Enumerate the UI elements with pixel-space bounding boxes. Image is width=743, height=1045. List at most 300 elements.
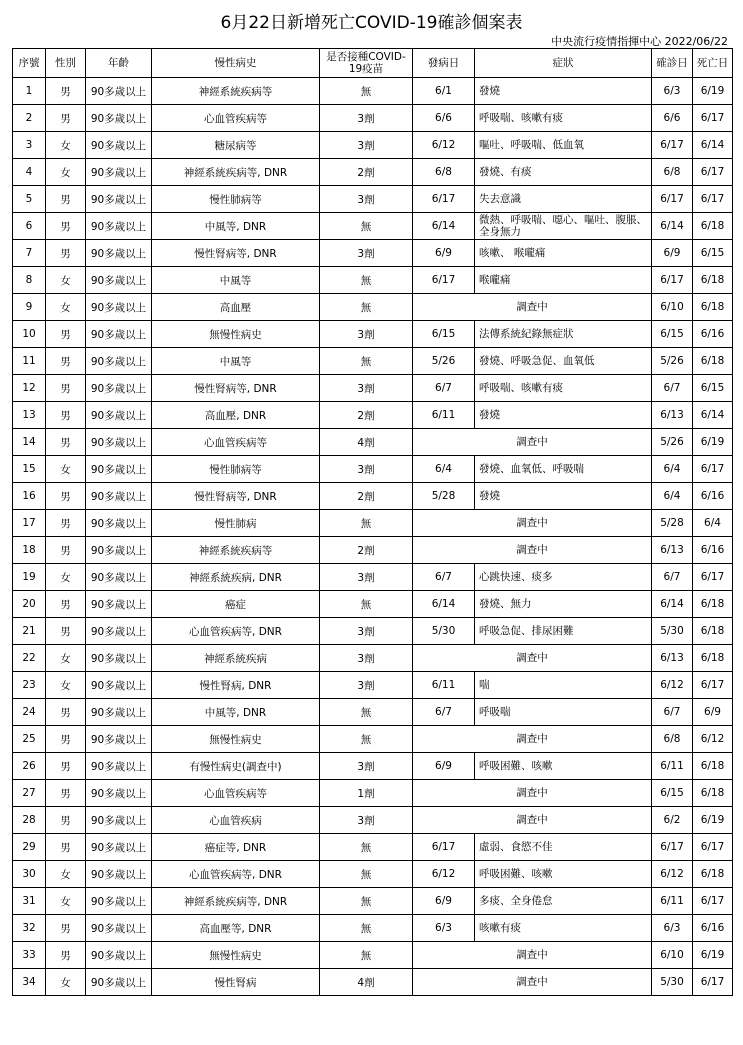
cell-sex: 女 <box>46 564 86 591</box>
table-row <box>13 402 733 429</box>
cell-sex: 女 <box>46 861 86 888</box>
cell-no: 7 <box>13 240 46 267</box>
cell-confirmed: 6/11 <box>652 753 693 780</box>
cell-age: 90多歲以上 <box>86 699 152 726</box>
cell-history: 慢性腎病等, DNR <box>152 483 320 510</box>
cell-sex: 男 <box>46 780 86 807</box>
cell-age: 90多歲以上 <box>86 240 152 267</box>
cell-onset: 6/12 <box>413 132 475 159</box>
table-row <box>13 645 733 672</box>
table-row <box>13 915 733 942</box>
cell-death: 6/17 <box>693 186 733 213</box>
table-row <box>13 888 733 915</box>
source-date: 中央流行疫情指揮中心 2022/06/22 <box>551 35 728 48</box>
cell-no: 21 <box>13 618 46 645</box>
table-row <box>13 456 733 483</box>
table-row <box>13 942 733 969</box>
cell-onset: 5/26 <box>413 348 475 375</box>
cell-no: 32 <box>13 915 46 942</box>
cell-confirmed: 6/11 <box>652 888 693 915</box>
cell-sex: 男 <box>46 105 86 132</box>
cell-death: 6/19 <box>693 807 733 834</box>
cell-symptoms: 虛弱、食慾不佳 <box>475 834 652 861</box>
cell-history: 慢性肺病等 <box>152 186 320 213</box>
cell-vaccine: 無 <box>320 861 413 888</box>
cell-vaccine: 3劑 <box>320 564 413 591</box>
cell-sex: 男 <box>46 348 86 375</box>
cell-vaccine: 無 <box>320 213 413 240</box>
cell-death: 6/14 <box>693 402 733 429</box>
cell-onset: 6/9 <box>413 240 475 267</box>
cell-history: 高血壓等, DNR <box>152 915 320 942</box>
cell-symptoms: 呼吸喘、咳嗽有痰 <box>475 375 652 402</box>
cell-age: 90多歲以上 <box>86 942 152 969</box>
cell-symptoms: 呼吸喘、咳嗽有痰 <box>475 105 652 132</box>
cell-vaccine: 2劑 <box>320 483 413 510</box>
cell-onset: 6/15 <box>413 321 475 348</box>
cell-sex: 男 <box>46 402 86 429</box>
cell-symptoms: 呼吸困難、咳嗽 <box>475 861 652 888</box>
cell-age: 90多歲以上 <box>86 537 152 564</box>
cell-confirmed: 6/12 <box>652 861 693 888</box>
cell-symptoms: 多痰、全身倦怠 <box>475 888 652 915</box>
cell-vaccine: 3劑 <box>320 375 413 402</box>
cell-confirmed: 6/4 <box>652 483 693 510</box>
cell-age: 90多歲以上 <box>86 672 152 699</box>
cell-age: 90多歲以上 <box>86 807 152 834</box>
cell-symptoms: 發燒 <box>475 483 652 510</box>
cell-death: 6/9 <box>693 699 733 726</box>
cell-death: 6/18 <box>693 591 733 618</box>
cell-symptoms: 微熱、呼吸喘、噁心、嘔吐、腹脹、全身無力 <box>475 213 652 240</box>
cell-vaccine: 3劑 <box>320 753 413 780</box>
cell-no: 26 <box>13 753 46 780</box>
cell-age: 90多歲以上 <box>86 375 152 402</box>
cell-confirmed: 6/10 <box>652 942 693 969</box>
header-symptoms: 症狀 <box>475 49 652 78</box>
cell-vaccine: 無 <box>320 348 413 375</box>
cell-sex: 男 <box>46 321 86 348</box>
cell-onset: 6/14 <box>413 213 475 240</box>
cell-onset: 6/11 <box>413 402 475 429</box>
cell-age: 90多歲以上 <box>86 78 152 105</box>
cell-pending: 調查中 <box>413 510 652 537</box>
cell-vaccine: 4劑 <box>320 429 413 456</box>
cell-confirmed: 5/30 <box>652 969 693 996</box>
cell-no: 3 <box>13 132 46 159</box>
cell-death: 6/17 <box>693 834 733 861</box>
cell-history: 神經系統疾病 <box>152 645 320 672</box>
cell-no: 19 <box>13 564 46 591</box>
cell-history: 神經系統疾病等 <box>152 537 320 564</box>
cell-onset: 6/11 <box>413 672 475 699</box>
cell-sex: 女 <box>46 456 86 483</box>
cell-no: 15 <box>13 456 46 483</box>
cell-no: 9 <box>13 294 46 321</box>
cell-confirmed: 6/14 <box>652 591 693 618</box>
cell-vaccine: 3劑 <box>320 186 413 213</box>
cell-pending: 調查中 <box>413 429 652 456</box>
cell-history: 中風等, DNR <box>152 699 320 726</box>
cell-onset: 6/7 <box>413 699 475 726</box>
cell-confirmed: 6/6 <box>652 105 693 132</box>
cell-sex: 女 <box>46 969 86 996</box>
cell-age: 90多歲以上 <box>86 888 152 915</box>
cell-death: 6/16 <box>693 915 733 942</box>
cell-history: 癌症 <box>152 591 320 618</box>
cell-confirmed: 6/3 <box>652 915 693 942</box>
cell-confirmed: 5/28 <box>652 510 693 537</box>
cell-symptoms: 失去意識 <box>475 186 652 213</box>
cell-history: 神經系統疾病等 <box>152 78 320 105</box>
table-row <box>13 699 733 726</box>
cell-sex: 男 <box>46 375 86 402</box>
cell-confirmed: 6/3 <box>652 78 693 105</box>
cell-vaccine: 無 <box>320 699 413 726</box>
cell-vaccine: 無 <box>320 942 413 969</box>
cell-no: 30 <box>13 861 46 888</box>
cell-pending: 調查中 <box>413 807 652 834</box>
cell-sex: 男 <box>46 537 86 564</box>
cell-vaccine: 2劑 <box>320 159 413 186</box>
cell-confirmed: 6/7 <box>652 699 693 726</box>
table-row <box>13 807 733 834</box>
cell-sex: 男 <box>46 591 86 618</box>
cell-death: 6/19 <box>693 942 733 969</box>
cell-sex: 女 <box>46 132 86 159</box>
cell-age: 90多歲以上 <box>86 321 152 348</box>
cell-symptoms: 發燒、無力 <box>475 591 652 618</box>
table-row <box>13 348 733 375</box>
table-row <box>13 267 733 294</box>
cell-vaccine: 3劑 <box>320 105 413 132</box>
cell-death: 6/15 <box>693 240 733 267</box>
cell-death: 6/18 <box>693 780 733 807</box>
table-row <box>13 375 733 402</box>
cell-vaccine: 3劑 <box>320 240 413 267</box>
cell-confirmed: 6/12 <box>652 672 693 699</box>
cell-confirmed: 6/13 <box>652 402 693 429</box>
cell-confirmed: 6/7 <box>652 564 693 591</box>
table-row <box>13 537 733 564</box>
cell-sex: 男 <box>46 186 86 213</box>
cell-history: 神經系統疾病, DNR <box>152 564 320 591</box>
cell-pending: 調查中 <box>413 294 652 321</box>
cell-no: 11 <box>13 348 46 375</box>
cell-symptoms: 喉嚨痛 <box>475 267 652 294</box>
cell-history: 心血管疾病等 <box>152 780 320 807</box>
cell-sex: 男 <box>46 618 86 645</box>
cell-history: 慢性腎病 <box>152 969 320 996</box>
cell-onset: 6/7 <box>413 564 475 591</box>
cell-onset: 6/14 <box>413 591 475 618</box>
cell-pending: 調查中 <box>413 942 652 969</box>
cell-no: 2 <box>13 105 46 132</box>
cell-confirmed: 5/26 <box>652 348 693 375</box>
cell-onset: 6/3 <box>413 915 475 942</box>
cell-history: 心血管疾病等, DNR <box>152 861 320 888</box>
cell-no: 28 <box>13 807 46 834</box>
table-row <box>13 591 733 618</box>
cell-confirmed: 6/9 <box>652 240 693 267</box>
cell-age: 90多歲以上 <box>86 348 152 375</box>
cell-vaccine: 2劑 <box>320 537 413 564</box>
cell-no: 29 <box>13 834 46 861</box>
cell-history: 心血管疾病 <box>152 807 320 834</box>
cell-death: 6/18 <box>693 753 733 780</box>
cell-no: 17 <box>13 510 46 537</box>
table-row <box>13 213 733 240</box>
cell-age: 90多歲以上 <box>86 969 152 996</box>
cell-history: 無慢性病史 <box>152 321 320 348</box>
cell-pending: 調查中 <box>413 537 652 564</box>
cell-confirmed: 6/15 <box>652 321 693 348</box>
cell-age: 90多歲以上 <box>86 780 152 807</box>
cell-death: 6/16 <box>693 537 733 564</box>
header-confirmed: 確診日 <box>652 49 693 78</box>
cell-sex: 男 <box>46 213 86 240</box>
cell-death: 6/17 <box>693 159 733 186</box>
cell-no: 5 <box>13 186 46 213</box>
cell-pending: 調查中 <box>413 726 652 753</box>
cell-confirmed: 6/17 <box>652 186 693 213</box>
cell-age: 90多歲以上 <box>86 564 152 591</box>
cell-no: 14 <box>13 429 46 456</box>
cell-sex: 女 <box>46 672 86 699</box>
header-onset: 發病日 <box>413 49 475 78</box>
cell-confirmed: 6/8 <box>652 726 693 753</box>
cell-onset: 6/6 <box>413 105 475 132</box>
table-row <box>13 510 733 537</box>
cell-history: 神經系統疾病等, DNR <box>152 159 320 186</box>
cell-history: 心血管疾病等, DNR <box>152 618 320 645</box>
cell-history: 無慢性病史 <box>152 726 320 753</box>
cell-history: 中風等 <box>152 348 320 375</box>
table-row <box>13 618 733 645</box>
cell-confirmed: 6/17 <box>652 267 693 294</box>
cell-death: 6/12 <box>693 726 733 753</box>
cell-sex: 女 <box>46 294 86 321</box>
cell-no: 33 <box>13 942 46 969</box>
table-row <box>13 78 733 105</box>
cell-vaccine: 無 <box>320 888 413 915</box>
table-row <box>13 159 733 186</box>
cell-vaccine: 3劑 <box>320 132 413 159</box>
cell-history: 心血管疾病等 <box>152 429 320 456</box>
cell-sex: 女 <box>46 267 86 294</box>
cell-vaccine: 2劑 <box>320 402 413 429</box>
cell-confirmed: 6/4 <box>652 456 693 483</box>
header-history: 慢性病史 <box>152 49 320 78</box>
page-title: 6月22日新增死亡COVID-19確診個案表 <box>220 13 523 33</box>
cell-onset: 6/8 <box>413 159 475 186</box>
cell-confirmed: 6/15 <box>652 780 693 807</box>
cell-death: 6/14 <box>693 132 733 159</box>
cell-sex: 男 <box>46 510 86 537</box>
cell-death: 6/16 <box>693 483 733 510</box>
cell-vaccine: 無 <box>320 591 413 618</box>
cell-age: 90多歲以上 <box>86 726 152 753</box>
cell-onset: 6/17 <box>413 834 475 861</box>
cell-sex: 女 <box>46 888 86 915</box>
cell-no: 31 <box>13 888 46 915</box>
cell-death: 6/17 <box>693 888 733 915</box>
cell-death: 6/18 <box>693 861 733 888</box>
cell-death: 6/18 <box>693 645 733 672</box>
cell-sex: 男 <box>46 915 86 942</box>
cell-death: 6/15 <box>693 375 733 402</box>
table-row <box>13 429 733 456</box>
cell-symptoms: 咳嗽有痰 <box>475 915 652 942</box>
cell-history: 心血管疾病等 <box>152 105 320 132</box>
table-row <box>13 780 733 807</box>
table-row <box>13 240 733 267</box>
cell-history: 糖尿病等 <box>152 132 320 159</box>
cell-history: 中風等, DNR <box>152 213 320 240</box>
table-row <box>13 969 733 996</box>
cell-vaccine: 無 <box>320 834 413 861</box>
cell-vaccine: 1劑 <box>320 780 413 807</box>
cell-history: 有慢性病史(調查中) <box>152 753 320 780</box>
cell-death: 6/4 <box>693 510 733 537</box>
cell-age: 90多歲以上 <box>86 105 152 132</box>
table-row <box>13 321 733 348</box>
cell-onset: 5/28 <box>413 483 475 510</box>
cell-vaccine: 3劑 <box>320 456 413 483</box>
cell-onset: 6/7 <box>413 375 475 402</box>
table-header-row <box>13 49 733 78</box>
cell-history: 慢性肺病 <box>152 510 320 537</box>
cell-no: 27 <box>13 780 46 807</box>
cell-confirmed: 5/30 <box>652 618 693 645</box>
cell-onset: 6/4 <box>413 456 475 483</box>
cell-age: 90多歲以上 <box>86 618 152 645</box>
table-row <box>13 861 733 888</box>
table-row <box>13 726 733 753</box>
cell-sex: 女 <box>46 159 86 186</box>
cell-no: 12 <box>13 375 46 402</box>
cell-death: 6/18 <box>693 348 733 375</box>
cell-no: 20 <box>13 591 46 618</box>
cell-age: 90多歲以上 <box>86 456 152 483</box>
cell-no: 10 <box>13 321 46 348</box>
cell-symptoms: 喘 <box>475 672 652 699</box>
cell-vaccine: 3劑 <box>320 321 413 348</box>
cell-symptoms: 咳嗽、 喉嚨痛 <box>475 240 652 267</box>
table-body <box>13 78 733 996</box>
cell-symptoms: 發燒、呼吸急促、血氧低 <box>475 348 652 375</box>
cell-age: 90多歲以上 <box>86 834 152 861</box>
cell-death: 6/18 <box>693 294 733 321</box>
cell-no: 16 <box>13 483 46 510</box>
table-row <box>13 186 733 213</box>
cell-symptoms: 呼吸困難、咳嗽 <box>475 753 652 780</box>
cases-table <box>12 48 733 996</box>
cell-age: 90多歲以上 <box>86 159 152 186</box>
cell-onset: 5/30 <box>413 618 475 645</box>
cell-confirmed: 6/10 <box>652 294 693 321</box>
cell-history: 高血壓, DNR <box>152 402 320 429</box>
cell-pending: 調查中 <box>413 780 652 807</box>
cell-history: 高血壓 <box>152 294 320 321</box>
cell-sex: 男 <box>46 726 86 753</box>
cell-death: 6/17 <box>693 456 733 483</box>
cell-age: 90多歲以上 <box>86 186 152 213</box>
cell-death: 6/19 <box>693 429 733 456</box>
cell-symptoms: 呼吸喘 <box>475 699 652 726</box>
cell-history: 慢性肺病等 <box>152 456 320 483</box>
cell-age: 90多歲以上 <box>86 402 152 429</box>
cell-death: 6/17 <box>693 105 733 132</box>
cell-vaccine: 無 <box>320 510 413 537</box>
cell-history: 神經系統疾病等, DNR <box>152 888 320 915</box>
cell-death: 6/17 <box>693 564 733 591</box>
cell-confirmed: 5/26 <box>652 429 693 456</box>
cell-no: 22 <box>13 645 46 672</box>
cell-symptoms: 嘔吐、呼吸喘、低血氧 <box>475 132 652 159</box>
cell-confirmed: 6/17 <box>652 834 693 861</box>
cell-age: 90多歲以上 <box>86 483 152 510</box>
cell-no: 25 <box>13 726 46 753</box>
cell-no: 23 <box>13 672 46 699</box>
cell-confirmed: 6/13 <box>652 537 693 564</box>
cell-no: 18 <box>13 537 46 564</box>
cell-age: 90多歲以上 <box>86 510 152 537</box>
cell-vaccine: 無 <box>320 267 413 294</box>
cell-no: 34 <box>13 969 46 996</box>
header-sex: 性別 <box>46 49 86 78</box>
cell-onset: 6/17 <box>413 186 475 213</box>
cell-symptoms: 發燒 <box>475 402 652 429</box>
cell-confirmed: 6/8 <box>652 159 693 186</box>
cell-symptoms: 心跳快速、痰多 <box>475 564 652 591</box>
header-age: 年齡 <box>86 49 152 78</box>
cell-symptoms: 發燒、血氧低、呼吸喘 <box>475 456 652 483</box>
cell-confirmed: 6/13 <box>652 645 693 672</box>
cell-death: 6/19 <box>693 78 733 105</box>
cell-symptoms: 呼吸急促、排尿困難 <box>475 618 652 645</box>
cell-age: 90多歲以上 <box>86 213 152 240</box>
table-row <box>13 564 733 591</box>
cell-sex: 男 <box>46 240 86 267</box>
cell-pending: 調查中 <box>413 645 652 672</box>
cell-sex: 男 <box>46 429 86 456</box>
cell-pending: 調查中 <box>413 969 652 996</box>
cell-age: 90多歲以上 <box>86 591 152 618</box>
cell-no: 4 <box>13 159 46 186</box>
cell-vaccine: 4劑 <box>320 969 413 996</box>
table-row <box>13 105 733 132</box>
cell-history: 慢性腎病等, DNR <box>152 240 320 267</box>
cell-confirmed: 6/17 <box>652 132 693 159</box>
header-vaccine: 是否接種COVID-19疫苗 <box>320 49 413 78</box>
cell-age: 90多歲以上 <box>86 645 152 672</box>
cell-history: 癌症等, DNR <box>152 834 320 861</box>
cell-sex: 男 <box>46 699 86 726</box>
cell-confirmed: 6/2 <box>652 807 693 834</box>
cell-death: 6/17 <box>693 969 733 996</box>
cell-vaccine: 3劑 <box>320 618 413 645</box>
table-row <box>13 672 733 699</box>
cell-vaccine: 無 <box>320 726 413 753</box>
cell-age: 90多歲以上 <box>86 132 152 159</box>
cell-history: 無慢性病史 <box>152 942 320 969</box>
cell-confirmed: 6/7 <box>652 375 693 402</box>
cell-onset: 6/9 <box>413 753 475 780</box>
table-row <box>13 132 733 159</box>
cell-age: 90多歲以上 <box>86 753 152 780</box>
cell-no: 24 <box>13 699 46 726</box>
